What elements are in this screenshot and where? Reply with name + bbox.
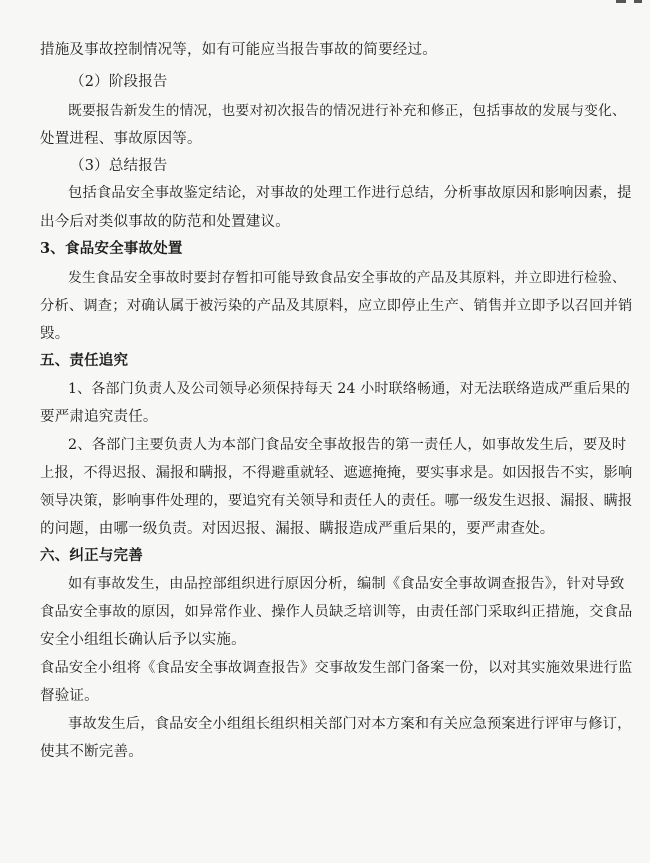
- section-heading-incident-handling: 3、食品安全事故处置: [40, 240, 183, 257]
- paragraph-line: 如有事故发生，由品控部组织进行原因分析，编制《食品安全事故调查报告》，针对导致: [68, 576, 625, 592]
- paragraph-line: 处置进程、事故原因等。: [40, 131, 202, 147]
- paragraph-line: 食品安全事故的原因，如异常作业、操作人员缺乏培训等，由责任部门采取纠正措施，交食品: [40, 604, 633, 620]
- paragraph-line: 2、各部门主要负责人为本部门食品安全事故报告的第一责任人，如事故发生后，要及时: [68, 437, 627, 453]
- paragraph-line: 要严肃追究责任。: [40, 409, 158, 425]
- paragraph-line: 食品安全小组将《食品安全事故调查报告》交事故发生部门备案一份，以对其实施效果进行监: [40, 660, 633, 676]
- paragraph-line: 包括食品安全事故鉴定结论，对事故的处理工作进行总结，分析事故原因和影响因素，提: [68, 185, 632, 201]
- paragraph-line: 事故发生后，食品安全小组组长组织相关部门对本方案和有关应急预案进行评审与修订，: [68, 716, 632, 732]
- page-corner-mark: [616, 0, 644, 6]
- paragraph-line: 安全小组组长确认后予以实施。: [40, 632, 246, 648]
- section-heading-correction: 六、纠正与完善: [40, 547, 143, 564]
- paragraph-line: 使其不断完善。: [40, 744, 143, 760]
- paragraph-line: 上报，不得迟报、漏报和瞒报，不得避重就轻、遮遮掩掩，要实事求是。如因报告不实，影响: [40, 465, 633, 481]
- paragraph-line: 督验证。: [40, 688, 99, 704]
- paragraph-line: 发生食品安全事故时要封存暂扣可能导致食品安全事故的产品及其原料，并立即进行检验、: [68, 270, 627, 286]
- paragraph-line: 毁。: [40, 326, 70, 342]
- subheading-summary-report: （3）总结报告: [70, 158, 168, 174]
- paragraph-line: 措施及事故控制情况等，如有可能应当报告事故的简要经过。: [40, 42, 437, 58]
- paragraph-line: 领导决策，影响事件处理的，要追究有关领导和责任人的责任。哪一级发生迟报、漏报、瞒报: [40, 493, 633, 509]
- paragraph-line: 的问题，由哪一级负责。对因迟报、漏报、瞒报造成严重后果的，要严肃查处。: [40, 521, 555, 537]
- paragraph-line: 分析、调查；对确认属于被污染的产品及其原料，应立即停止生产、销售并立即予以召回并销: [40, 298, 633, 314]
- paragraph-line: 出今后对类似事故的防范和处置建议。: [40, 214, 290, 230]
- paragraph-line: 既要报告新发生的情况，也要对初次报告的情况进行补充和修正，包括事故的发展与变化、: [68, 103, 627, 119]
- section-heading-accountability: 五、责任追究: [40, 352, 129, 369]
- paragraph-line: 1、各部门负责人及公司领导必须保持每天 24 小时联络畅通，对无法联络造成严重后果的: [68, 381, 631, 397]
- subheading-stage-report: （2）阶段报告: [70, 74, 168, 90]
